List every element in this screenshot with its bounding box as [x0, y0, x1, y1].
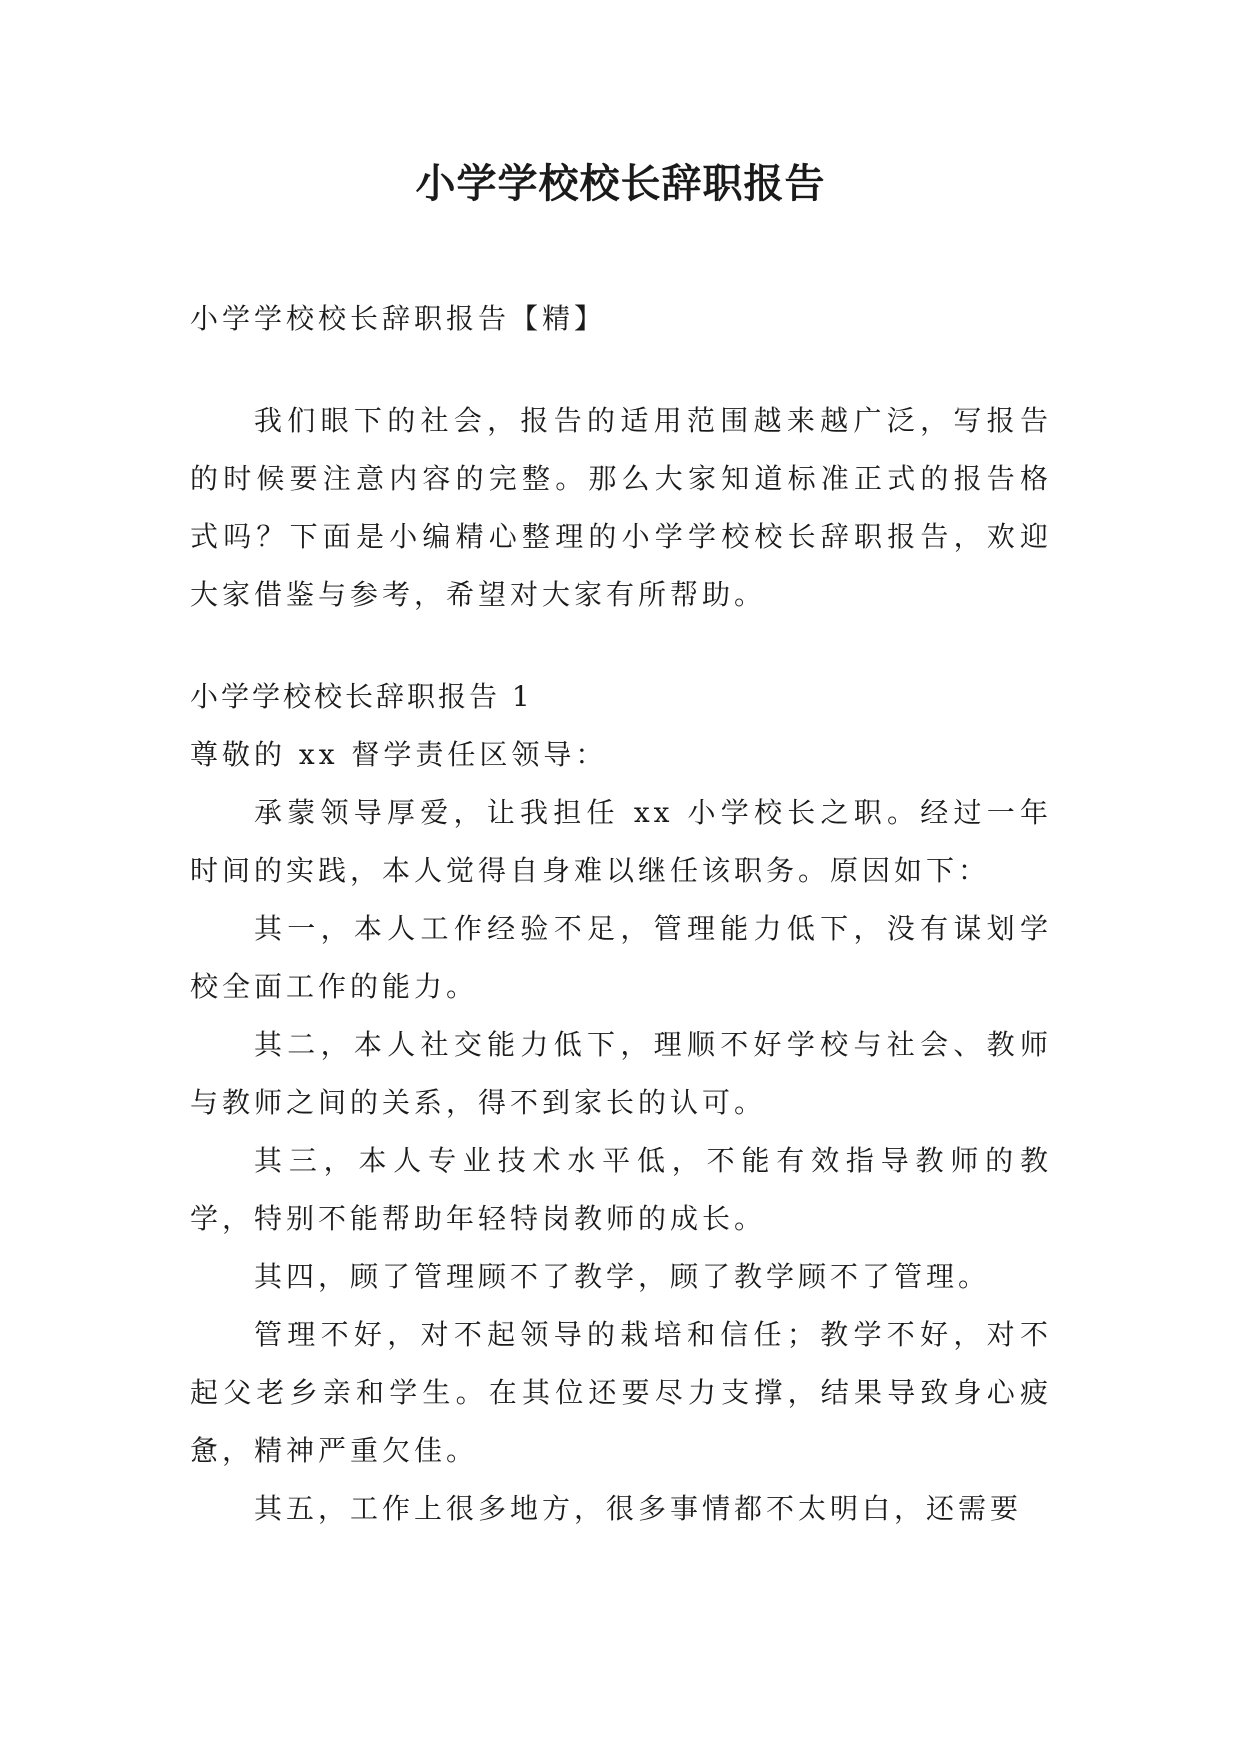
body-paragraph: 其四，顾了管理顾不了教学，顾了教学顾不了管理。: [254, 1260, 991, 1293]
document-body: [190, 290, 1052, 1538]
body-paragraph: 其五，工作上很多地方，很多事情都不太明白，还需要: [254, 1492, 1023, 1525]
section-heading: 小学学校校长辞职报告 1: [190, 680, 533, 713]
body-paragraph: 其一，本人工作经验不足，管理能力低下，没有谋划学校全面工作的能力。: [190, 912, 1052, 1003]
document-title: 小学学校校长辞职报告: [415, 160, 826, 207]
document-subtitle: 小学学校校长辞职报告【精】: [190, 302, 607, 335]
body-paragraph: 管理不好，对不起领导的栽培和信任；教学不好，对不起父老乡亲和学生。在其位还要尽力支撑，结果导致身心疲惫，精神严重欠佳。: [190, 1318, 1052, 1467]
body-paragraph: 其二，本人社交能力低下，理顺不好学校与社会、教师与教师之间的关系，得不到家长的认可。: [190, 1028, 1052, 1119]
body-paragraph: 其三，本人专业技术水平低，不能有效指导教师的教学，特别不能帮助年轻特岗教师的成长。: [190, 1144, 1052, 1235]
body-paragraph: 承蒙领导厚爱，让我担任 xx 小学校长之职。经过一年时间的实践，本人觉得自身难以继任该职务。原因如下：: [190, 796, 1052, 887]
intro-paragraph: 我们眼下的社会，报告的适用范围越来越广泛，写报告的时候要注意内容的完整。那么大家知道标准正式的报告格式吗？下面是小编精心整理的小学学校校长辞职报告，欢迎大家借鉴与参考，希望对大家有所帮助。: [190, 404, 1052, 611]
salutation: 尊敬的 xx 督学责任区领导：: [190, 738, 608, 771]
